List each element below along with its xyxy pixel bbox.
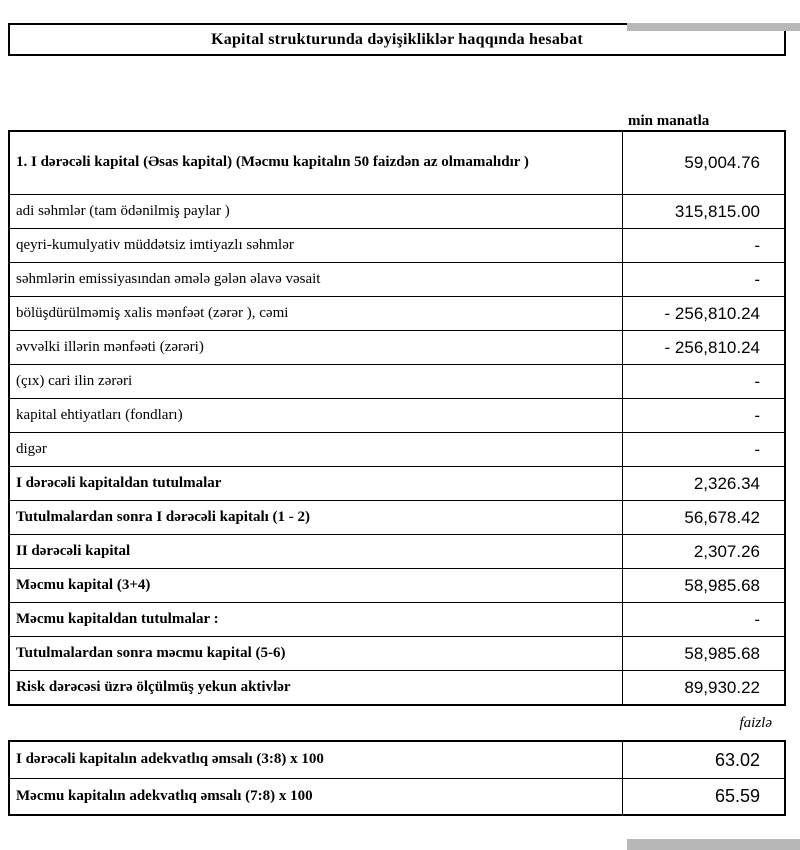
spreadsheet-margin-bottom (627, 839, 800, 850)
row-value: - 256,810.24 (664, 303, 760, 323)
row-label: II dərəcəli kapital (10, 535, 623, 568)
unit-label-row (8, 100, 786, 130)
table-row (10, 742, 784, 778)
row-label: Məcmu kapitaldan tutulmalar : (10, 603, 623, 636)
row-label: 1. I dərəcəli kapital (Əsas kapital) (Məcmu kapitalın 50 faizdən az olmamalıdır ) (10, 132, 623, 194)
row-value: 2,326.34 (693, 473, 760, 493)
table-row (10, 602, 784, 636)
row-label: digər (10, 433, 623, 466)
adequacy-ratio-table (8, 740, 786, 816)
row-value: 56,678.42 (684, 507, 760, 527)
report-title: Kapital strukturunda dəyişikliklər haqqında hesabat (211, 30, 583, 48)
row-label: I dərəcəli kapitaldan tutulmalar (10, 467, 623, 500)
unit-label: min manatla (628, 113, 710, 129)
report-page (0, 23, 794, 816)
table-row (10, 330, 784, 364)
table-row (10, 500, 784, 534)
row-value: - (754, 371, 760, 391)
row-value: 315,815.00 (674, 201, 760, 221)
row-value: 63.02 (714, 749, 760, 770)
row-label: I dərəcəli kapitalın adekvatlıq əmsalı (3:8) x 100 (10, 742, 623, 778)
row-label: kapital ehtiyatları (fondları) (10, 399, 623, 432)
spreadsheet-margin-top (627, 23, 800, 31)
table-row (10, 636, 784, 670)
row-value: - (754, 439, 760, 459)
table-row (10, 398, 784, 432)
row-value: - (754, 269, 760, 289)
table-row (10, 228, 784, 262)
row-label: Məcmu kapital (3+4) (10, 569, 623, 602)
row-label: Tutulmalardan sonra məcmu kapital (5-6) (10, 637, 623, 670)
percent-unit-label: faizlə (739, 714, 772, 731)
row-value: - (754, 609, 760, 629)
row-label: Risk dərəcəsi üzrə ölçülmüş yekun aktivlər (10, 671, 623, 704)
row-label: qeyri-kumulyativ müddətsiz imtiyazlı səhmlər (10, 229, 623, 262)
row-value: 89,930.22 (684, 677, 760, 697)
table-row (10, 132, 784, 194)
row-value: 2,307.26 (693, 541, 760, 561)
percent-unit-row (8, 706, 786, 740)
row-label: səhmlərin emissiyasından əmələ gələn əlavə vəsait (10, 263, 623, 296)
table-row (10, 296, 784, 330)
row-label: adi səhmlər (tam ödənilmiş paylar ) (10, 195, 623, 228)
table-row (10, 568, 784, 602)
row-value: 59,004.76 (684, 153, 760, 172)
row-label: bölüşdürülməmiş xalis mənfəət (zərər ), cəmi (10, 297, 623, 330)
table-row (10, 778, 784, 814)
row-label: Tutulmalardan sonra I dərəcəli kapitalı (1 - 2) (10, 501, 623, 534)
table-row (10, 670, 784, 704)
table-row (10, 262, 784, 296)
row-label: əvvəlki illərin mənfəəti (zərəri) (10, 331, 623, 364)
table-row (10, 466, 784, 500)
table-row (10, 194, 784, 228)
row-label: (çıx) cari ilin zərəri (10, 365, 623, 398)
table-row (10, 534, 784, 568)
row-value: 58,985.68 (684, 575, 760, 595)
table-row (10, 432, 784, 466)
row-value: - (754, 235, 760, 255)
capital-structure-table (8, 130, 786, 706)
row-value: - 256,810.24 (664, 337, 760, 357)
row-value: - (754, 405, 760, 425)
row-label: Məcmu kapitalın adekvatlıq əmsalı (7:8) x 100 (10, 779, 623, 814)
row-value: 58,985.68 (684, 643, 760, 663)
row-value: 65.59 (714, 786, 760, 806)
table-row (10, 364, 784, 398)
